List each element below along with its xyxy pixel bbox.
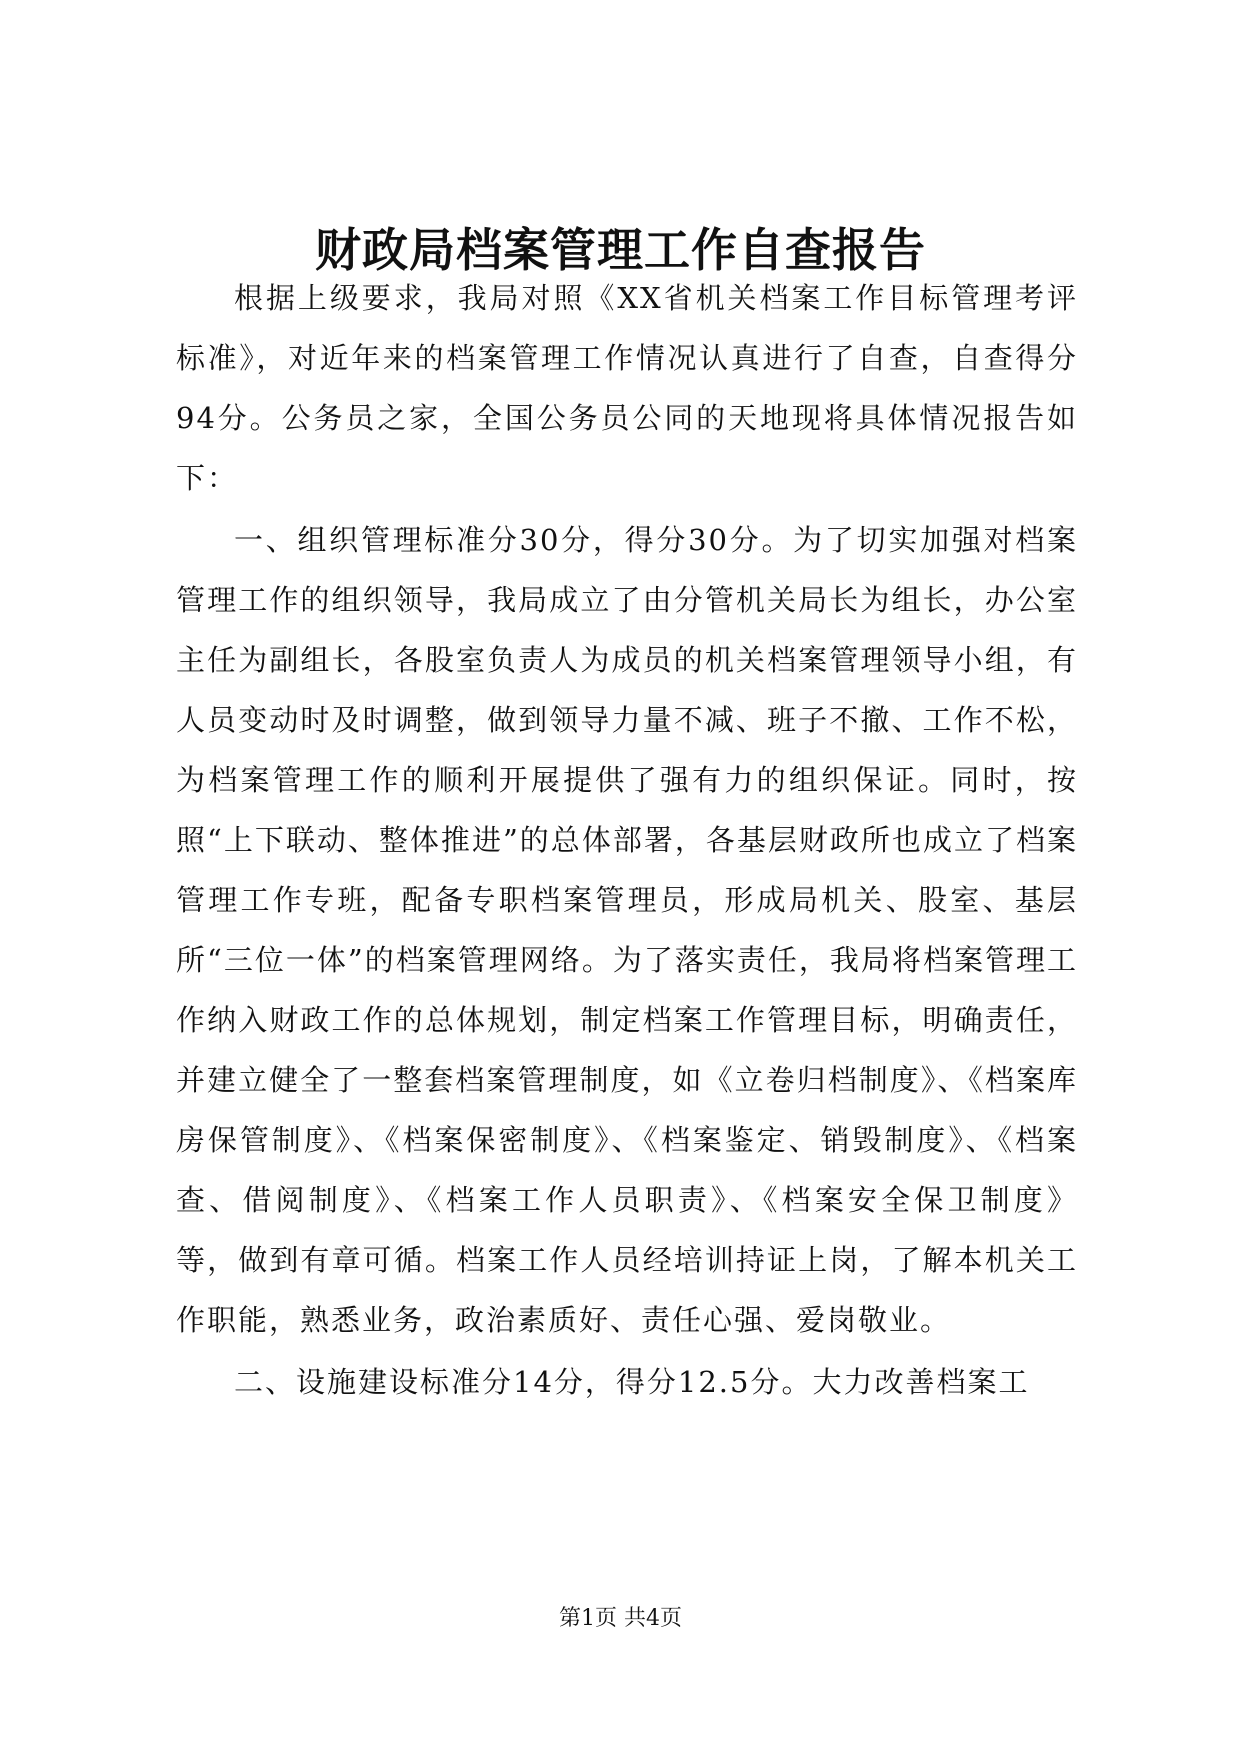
paragraph-section-1: 一、组织管理标准分30分，得分30分。为了切实加强对档案管理工作的组织领导，我局成立了由分管机关局长为组长，办公室主任为副组长，各股室负责人为成员的机关档案管理领导小组，有人员变动时及时调整，做到领导力量不减、班子不撤、工作不松，为档案管理工作的顺利开展提供了强有力的组织保证。同时，按照“上下联动、整体推进”的总体部署，各基层财政所也成立了档案管理工作专班，配备专职档案管理员，形成局机关、股室、基层所“三位一体”的档案管理网络。为了落实责任，我局将档案管理工作纳入财政工作的总体规划，制定档案工作管理目标，明确责任，并建立健全了一整套档案管理制度，如《立卷归档制度》、《档案库房保管制度》、《档案保密制度》、《档案鉴定、销毁制度》、《档案查、借阅制度》、《档案工作人员职责》、《档案安全保卫制度》等，做到有章可循。档案工作人员经培训持证上岗，了解本机关工作职能，熟悉业务，政治素质好、责任心强、爱岗敬业。	[176, 523, 1078, 1337]
document-title: 财政局档案管理工作自查报告	[315, 223, 926, 277]
paragraph-section-2: 二、设施建设标准分14分，得分12.5分。大力改善档案工	[234, 1365, 1030, 1399]
page-footer: 第1页 共4页	[559, 1606, 682, 1631]
document-body	[176, 268, 1078, 1414]
paragraph-intro: 根据上级要求，我局对照《XX省机关档案工作目标管理考评标准》，对近年来的档案管理工作情况认真进行了自查，自查得分94分。公务员之家，全国公务员公同的天地现将具体情况报告如下：	[176, 281, 1078, 495]
